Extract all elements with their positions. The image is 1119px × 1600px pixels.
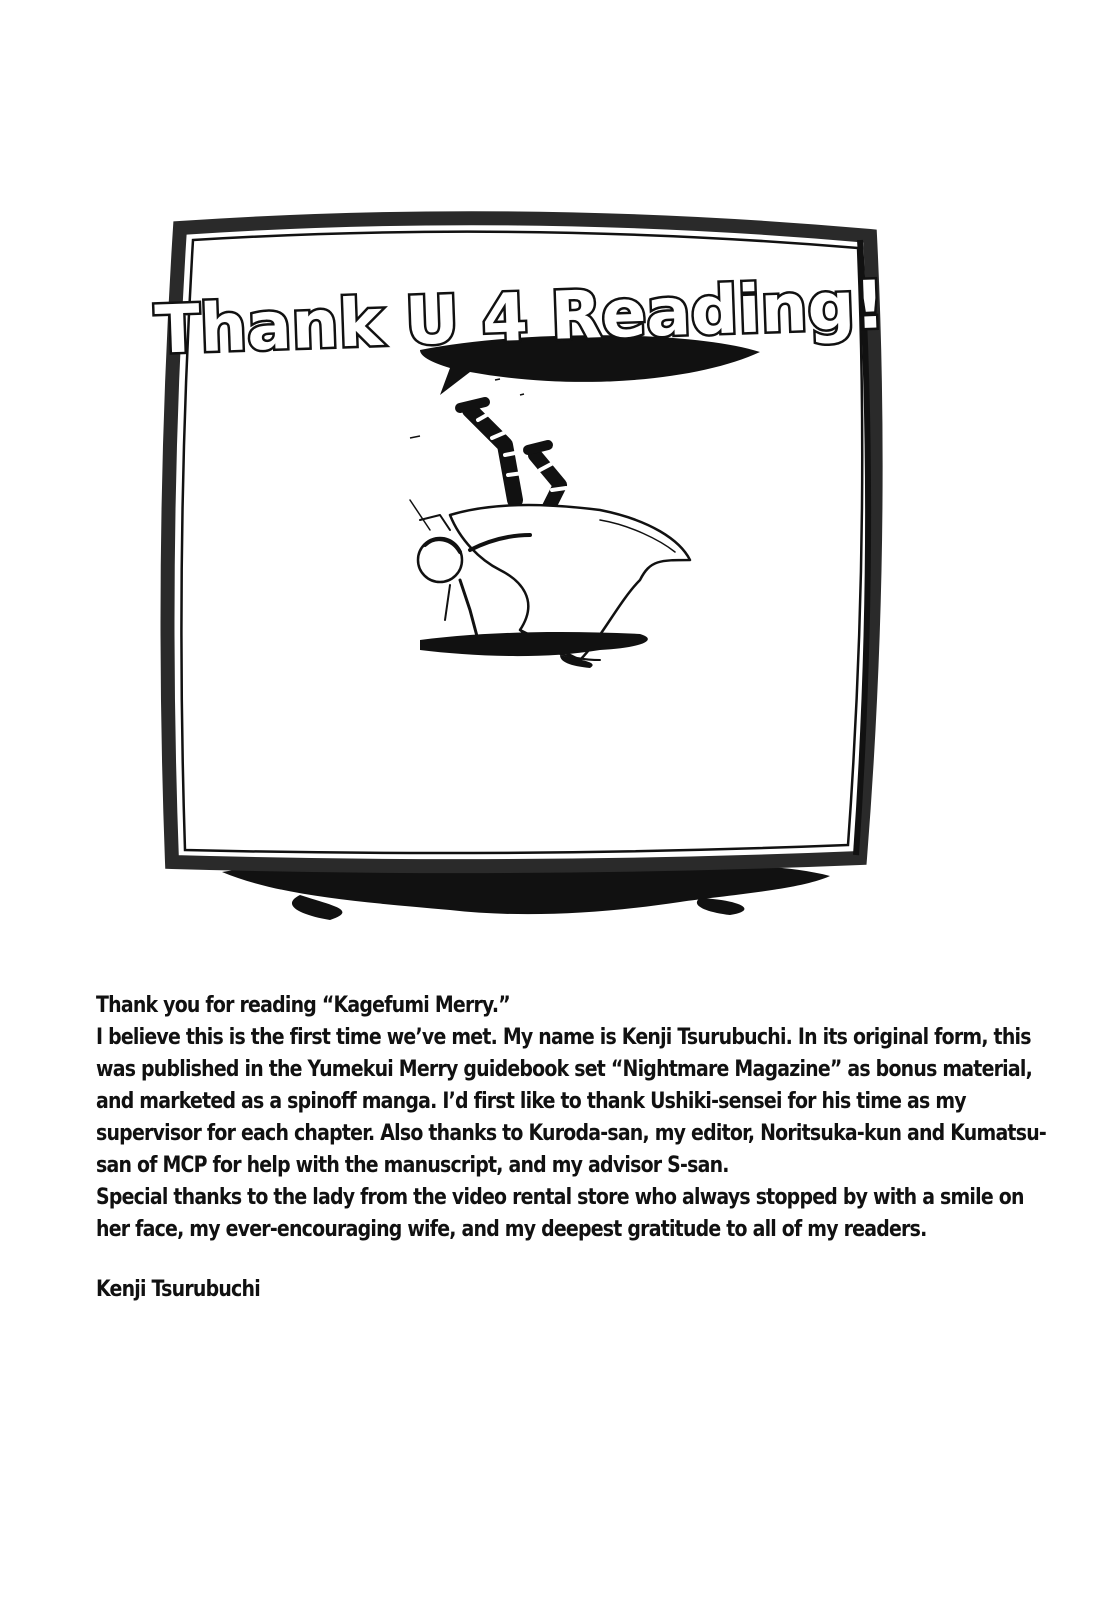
afterword-line-2: I believe this is the first time we’ve met. My name is Kenji Tsurubuchi. In its original form, this was published in the Yumekui Merry guidebook set “Nightmare Magazine” as bonus material, and marketed as a spinoff manga. I’d first like to thank Ushiki-sensei for his time as my supervisor for each chapter. Also thanks to Kuroda-san, my editor, Noritsuka-kun and Kumatsu-san of MCP for help with the manuscript, and my advisor S-san.	[96, 1025, 1046, 1178]
signature: Kenji Tsurubuchi	[96, 1277, 260, 1302]
logo-text: Thank U 4 Reading!	[153, 266, 887, 369]
afterword	[96, 990, 1056, 1306]
afterword-line-3: Special thanks to the lady from the video rental store who always stopped by with a smile on her face, my ever-encouraging wife, and my deepest gratitude to all of my readers.	[96, 1185, 1024, 1242]
afterword-line-1: Thank you for reading “Kagefumi Merry.”	[96, 993, 510, 1018]
